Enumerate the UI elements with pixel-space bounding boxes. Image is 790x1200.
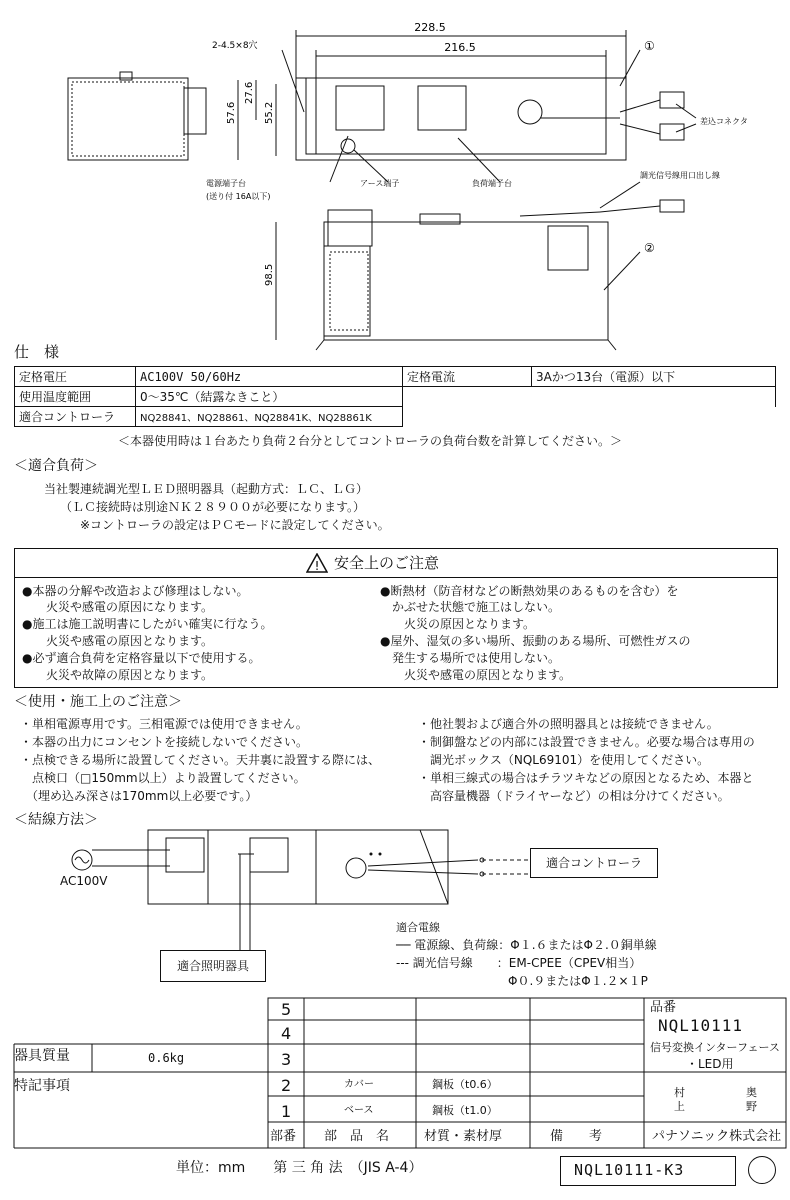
safety-right-5: 発生する場所では使用しない。 xyxy=(380,651,561,665)
spec-value: 3Aかつ13台（電源）以下 xyxy=(532,367,776,387)
header-material: 材質・素材厚 xyxy=(424,1129,503,1144)
spec-heading: 仕 様 xyxy=(14,343,60,361)
label-connector: 差込コネクタ xyxy=(700,117,748,126)
signature-1: 村 xyxy=(674,1086,685,1099)
usage-right-3: 調光ボックス（NQL69101）を使用してください。 xyxy=(418,753,710,767)
controller-box: 適合コントローラ xyxy=(530,848,658,878)
usage-left-2: ・本器の出力にコンセントを接続しないでください。 xyxy=(20,735,309,749)
signature-4: 野 xyxy=(746,1100,757,1113)
safety-left-2: 火災や感電の原因になります。 xyxy=(22,600,214,614)
header-note: 備 考 xyxy=(550,1129,603,1144)
wire-1: ── 電源線、負荷線：Φ１.６またはΦ２.０銅単線 xyxy=(396,938,657,952)
svg-text:!: ! xyxy=(314,559,320,573)
spec-value: NQ28841、NQ28861、NQ28841K、NQ28861K xyxy=(136,407,403,427)
technical-drawing xyxy=(0,0,790,360)
safety-left-1: ●本器の分解や改造および修理はしない。 xyxy=(22,584,249,598)
part-cover: カバー xyxy=(344,1079,374,1090)
safety-left-4: 火災や感電の原因となります。 xyxy=(22,634,214,648)
header-name: 部 品 名 xyxy=(324,1129,390,1144)
row-number: 4 xyxy=(281,1024,292,1043)
usage-left-4: 点検口（□150mm以上）より設置してください。 xyxy=(20,771,306,785)
safety-divider xyxy=(14,577,778,578)
label-circle2: ② xyxy=(644,241,655,255)
safety-left-3: ●施工は施工説明書にしたがい確実に行なう。 xyxy=(22,617,273,631)
wiring-ac: AC100V xyxy=(60,874,108,888)
row-number: 5 xyxy=(281,1000,292,1019)
product-name-1: 信号変換インターフェース xyxy=(650,1041,780,1054)
safety-right-3: 火災の原因となります。 xyxy=(380,617,536,631)
header-no: 部番 xyxy=(270,1129,297,1144)
company-name: パナソニック株式会社 xyxy=(652,1129,782,1144)
footer-unit: 単位：mm 第 三 角 法 （JIS A-4） xyxy=(176,1160,423,1176)
usage-heading: ＜使用・施工上のご注意＞ xyxy=(14,694,182,710)
safety-left-6: 火災や故障の原因となります。 xyxy=(22,668,214,682)
wire-3: Φ０.９またはΦ１.２×１P xyxy=(508,974,648,988)
safety-title: 安全上のご注意 xyxy=(334,554,440,572)
row-number: 2 xyxy=(281,1076,292,1095)
spec-value: 0～35℃（結露なきこと） xyxy=(136,387,403,407)
fixture-box: 適合照明器具 xyxy=(160,950,266,982)
label-earth: アース端子 xyxy=(360,179,400,188)
dim-27: 27.6 xyxy=(244,81,255,104)
spec-key: 使用温度範囲 xyxy=(15,387,136,407)
row-number: 1 xyxy=(281,1102,292,1121)
safety-right-2: かぶせた状態で施工はしない。 xyxy=(380,600,561,614)
safety-right-4: ●屋外、湿気の多い場所、振動のある場所、可燃性ガスの xyxy=(380,634,691,648)
usage-right-2: ・制御盤などの内部には設置できません。必要な場合は専用の xyxy=(418,735,755,749)
product-name-2: ・LED用 xyxy=(686,1057,734,1071)
dim-55: 55.2 xyxy=(264,101,275,124)
usage-left-1: ・単相電源専用です。三相電源では使用できません。 xyxy=(20,717,308,731)
revision-circle xyxy=(748,1156,776,1184)
usage-right-4: ・単相三線式の場合はチラツキなどの原因となるため、本器と xyxy=(418,771,754,785)
dim-holes: 2-4.5×8穴 xyxy=(212,41,258,51)
dim-228: 228.5 xyxy=(414,21,446,34)
material-cover: 鋼板（t0.6） xyxy=(432,1078,498,1091)
usage-left-5: （埋め込み深さは170mm以上必要です。） xyxy=(20,789,258,803)
wiring-heading: ＜結線方法＞ xyxy=(14,812,98,828)
usage-right-5: 高容量機器（ドライヤーなど）の相は分けてください。 xyxy=(418,789,730,803)
spec-key: 定格電流 xyxy=(403,367,532,387)
wire-2: --- 調光信号線 ：EM-CPEE（CPEV相当） xyxy=(396,956,642,970)
model-number: NQL10111 xyxy=(658,1016,744,1035)
spec-note: ＜本器使用時は１台あたり負荷２台分としてコントローラの負荷台数を計算してください。＞ xyxy=(118,434,623,448)
load-heading: ＜適合負荷＞ xyxy=(14,458,98,474)
wiring-diagram xyxy=(0,826,790,996)
safety-left-5: ●必ず適合負荷を定格容量以下で使用する。 xyxy=(22,651,261,665)
load-line1: 当社製連続調光型ＬＥＤ照明器具（起動方式：ＬＣ、ＬＧ） xyxy=(44,482,369,496)
dim-98: 98.5 xyxy=(264,263,275,286)
signature-3: 奥 xyxy=(746,1086,757,1099)
row-number: 3 xyxy=(281,1050,292,1069)
load-line3: ※コントローラの設定はＰＣモードに設定してください。 xyxy=(80,518,390,532)
special-label: 特記事項 xyxy=(14,1078,70,1094)
dim-216: 216.5 xyxy=(444,41,476,54)
warning-icon xyxy=(306,553,328,573)
usage-right-1: ・他社製および適合外の照明器具とは接続できません。 xyxy=(418,717,719,731)
spec-table xyxy=(14,366,776,427)
weight-value: 0.6kg xyxy=(148,1051,185,1065)
load-line2: （ＬＣ接続時は別途ＮＫ２８９００が必要になります。） xyxy=(60,500,366,514)
label-power-terminal: 電源端子台 xyxy=(206,179,246,188)
spec-key: 定格電圧 xyxy=(15,367,136,387)
label-signal-outlet: 調光信号線用口出し線 xyxy=(640,171,720,180)
safety-right-6: 火災や感電の原因となります。 xyxy=(380,668,572,682)
label-circle1: ① xyxy=(644,39,655,53)
spec-key: 適合コントローラ xyxy=(15,407,136,427)
hinban-label: 品番 xyxy=(650,1000,677,1015)
safety-right-1: ●断熱材（防音材などの断熱効果のあるものを含む）を xyxy=(380,584,679,598)
weight-label: 器具質量 xyxy=(14,1048,70,1064)
doc-number: NQL10111-K3 xyxy=(574,1161,685,1179)
dim-57: 57.6 xyxy=(226,101,237,124)
signature-2: 上 xyxy=(674,1100,685,1113)
wire-title: 適合電線 xyxy=(396,921,440,934)
usage-left-3: ・点検できる場所に設置してください。天井裏に設置する際には、 xyxy=(20,753,381,767)
label-power-terminal-note: (送り付 16A以下) xyxy=(206,192,271,201)
material-base: 鋼板（t1.0） xyxy=(432,1104,498,1117)
label-load-terminal: 負荷端子台 xyxy=(472,179,512,188)
spec-value: AC100V 50/60Hz xyxy=(136,367,403,387)
part-base: ベース xyxy=(344,1105,374,1116)
